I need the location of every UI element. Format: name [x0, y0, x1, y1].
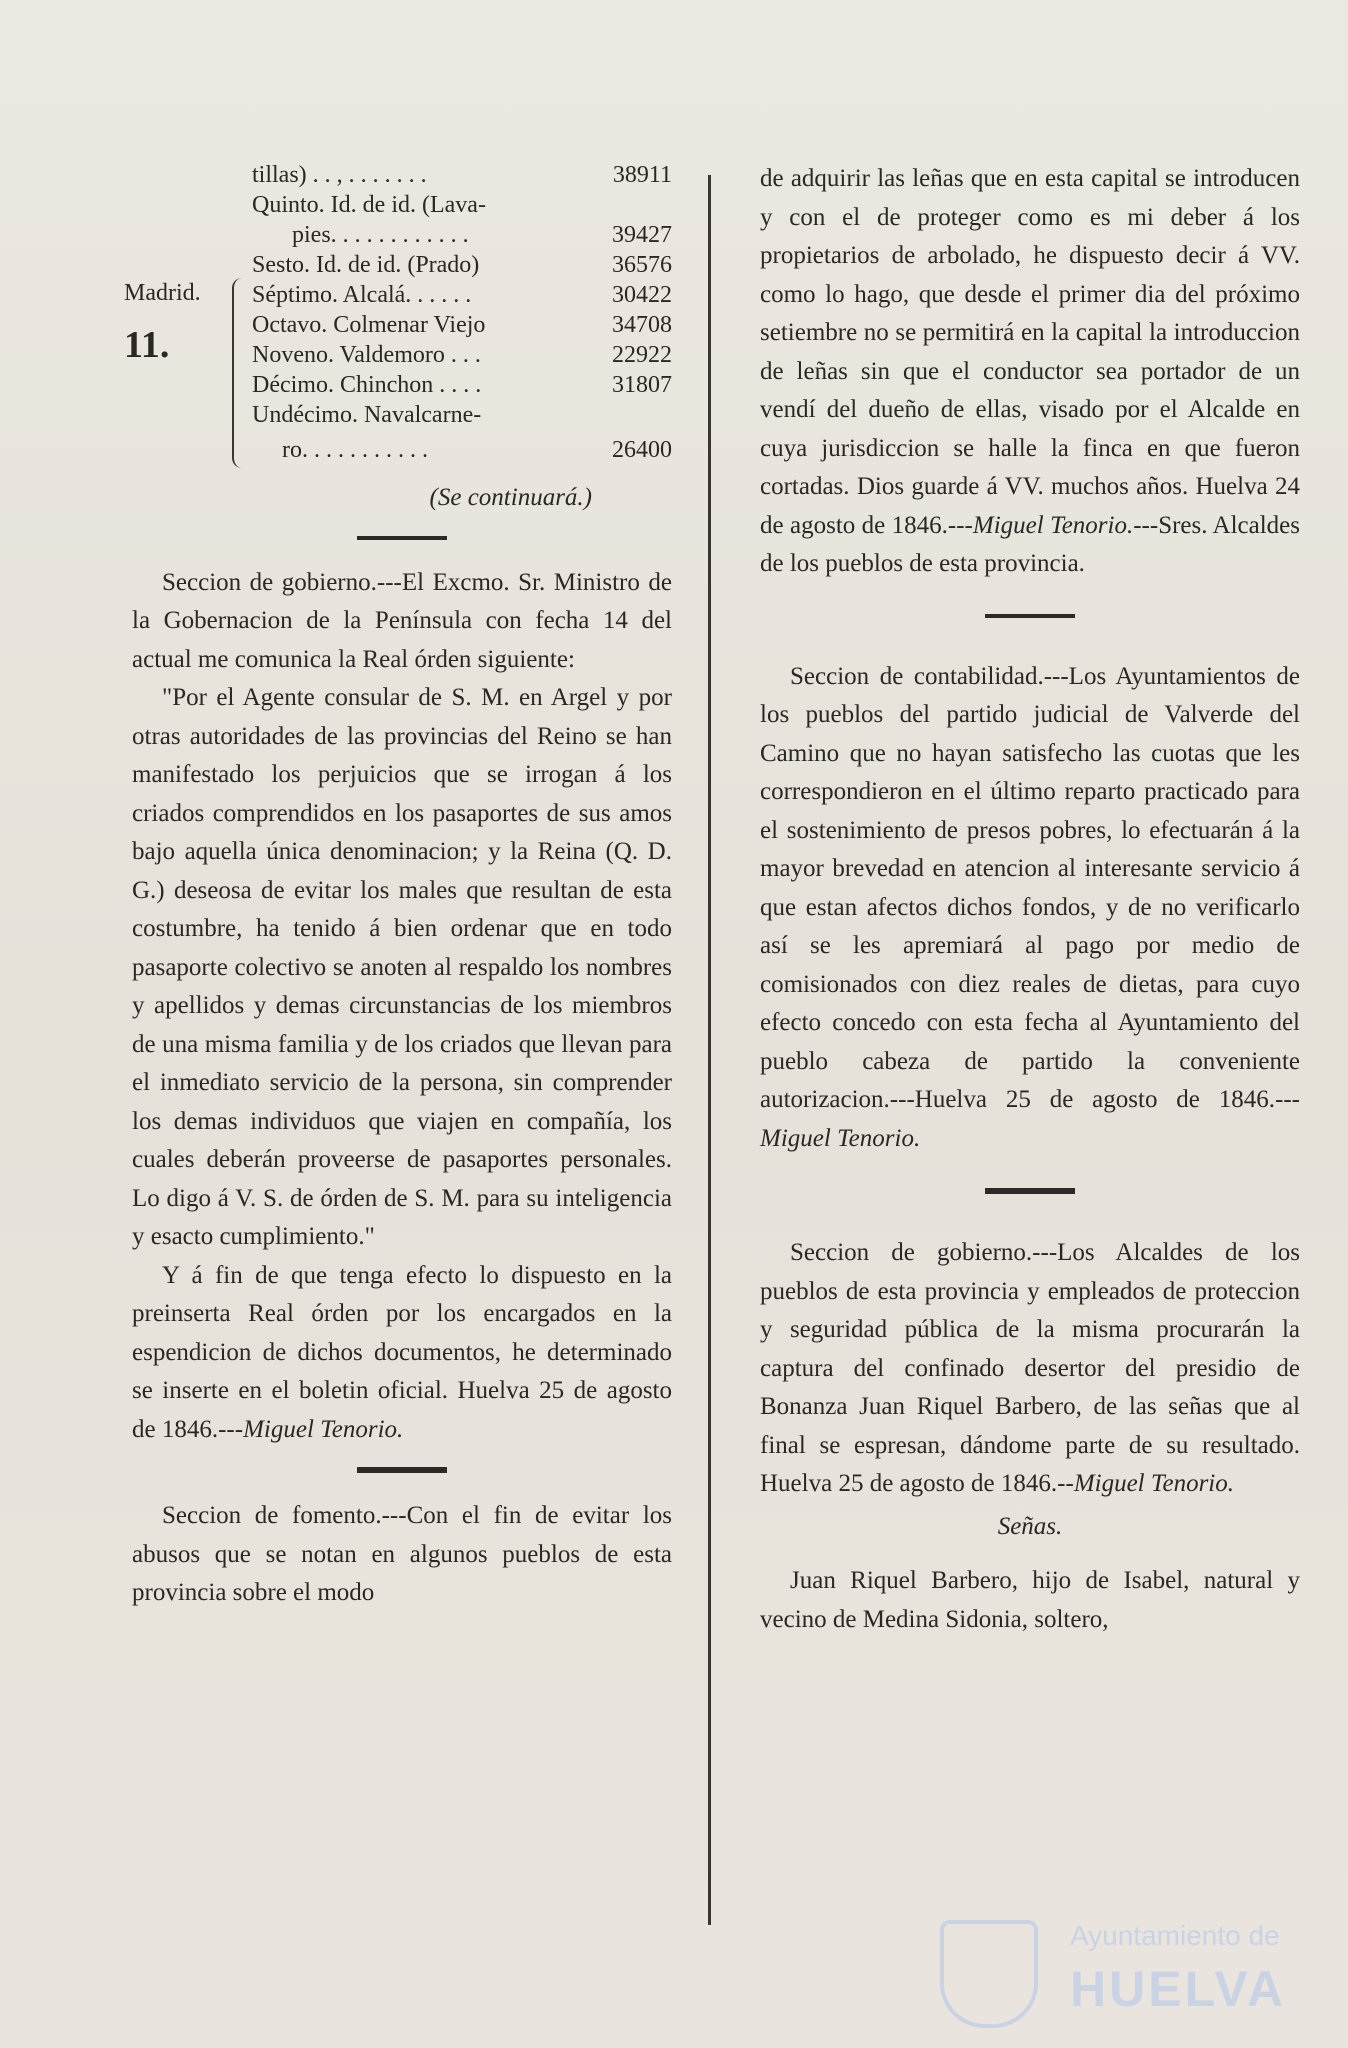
coat-of-arms-icon [940, 1920, 1038, 2028]
row-value: 30422 [612, 282, 672, 308]
row-label: Quinto. Id. de id. (Lava- [252, 192, 486, 218]
row-label: ro. . . . . . . . . . . [282, 437, 428, 463]
senas-heading: Señas. [997, 1512, 1063, 1540]
gobierno-close [132, 1257, 672, 1450]
row-value: 38911 [612, 162, 672, 188]
senas-text: Juan Riquel Barbero, hijo de Isabel, natural y vecino de Medina Sidonia, soltero, [760, 1567, 1300, 1633]
fomento-text: de adquirir las leñas que en esta capital se introducen y con el de proteger como es mi deber á los propietarios de arbolado, he dispuesto decir á VV. como lo hago, que desde el primer dia del próximo setiembre no se permitirá en la capital la introduccion de leñas sin que el conductor sea portador de un vendí del dueño de ellas, visado por el Alcalde en cuya jurisdiccion se halle la finca en que fueron cortadas. Dios guarde á VV. muchos años. Huelva 24 de agosto de 1846.--- [760, 165, 1300, 539]
table-row [252, 160, 672, 190]
watermark-big-text: HUELVA [1070, 1961, 1287, 2017]
row-label: Séptimo. Alcalá. . . . . . [252, 282, 472, 308]
table-row [252, 280, 672, 310]
row-label: Undécimo. Navalcarne- [252, 402, 482, 428]
signature: Miguel Tenorio. [972, 511, 1134, 539]
row-value: 31807 [612, 372, 672, 398]
watermark-small-text: Ayuntamiento de [1070, 1920, 1280, 1951]
row-label: Décimo. Chinchon . . . . [252, 372, 482, 398]
brace [232, 278, 248, 468]
row-label: Noveno. Valdemoro . . . [252, 342, 481, 368]
column-divider [708, 175, 711, 1925]
fomento-start: Seccion de fomento.---Con el fin de evitar los abusos que se notan en algunos pueblos de esta provincia sobre el modo [132, 1502, 672, 1606]
section-separator [985, 1188, 1075, 1194]
continued-note: (Se continuará.) [429, 484, 592, 511]
gobierno2-text: Seccion de gobierno.---Los Alcaldes de los pueblos de esta provincia y empleados de proteccion y seguridad pública de la misma procurarán la captura del confinado desertor del presidio de Bonanza Juan Riquel Barbero, de las señas que al final se espresan, dándome parte de su resultado. Huelva 25 de agosto de 1846.-- [760, 1239, 1300, 1497]
table-row [252, 435, 672, 465]
table-row [252, 310, 672, 340]
table-row [252, 190, 672, 220]
gobierno-quote: "Por el Agente consular de S. M. en Argel y por otras autoridades de las provincias del Reino se han manifestado los perjuicios que se irrogan á los criados comprendidos en los pasaportes de sus amos bajo aquella única denominacion; y la Reina (Q. D. G.) deseosa de evitar los males que resultan de esta costumbre, ha tenido á bien ordenar que en todo pasaporte colectivo se anoten al respaldo los nombres y apellidos y demas circunstancias de los miembros de una misma familia y de los criados que llevan para el inmediato servicio de la persona, sin comprender los demas individuos que viajen en compañía, los cuales deberán proveerse de pasaportes personales. Lo digo á V. S. de órden de S. M. para su inteligencia y esacto cumplimiento." [132, 684, 672, 1250]
row-value: 26400 [612, 437, 672, 463]
row-value: 36576 [612, 252, 672, 278]
right-column [760, 160, 1300, 1639]
table-row [252, 370, 672, 400]
table-row [252, 250, 672, 280]
signature: Miguel Tenorio. [1073, 1470, 1235, 1497]
signature: Miguel Tenorio. [760, 1124, 921, 1152]
row-label: Octavo. Colmenar Viejo [252, 312, 486, 338]
gobierno-intro: Seccion de gobierno.---El Excmo. Sr. Ministro de la Gobernacion de la Península con fecha 14 del actual me comunica la Real órden siguiente: [132, 568, 672, 673]
district-table [124, 160, 672, 475]
table-row [252, 340, 672, 370]
contabilidad-text: Seccion de contabilidad.---Los Ayuntamientos de los pueblos del partido judicial de Valverde del Camino que no hayan satisfecho las cuotas que les correspondieron en el último reparto practicado para el sostenimiento de presos pobres, lo efectuarán á la mayor brevedad en atencion al interesante servicio á que estan afectos dichos fondos, y de no verificarlo así se les apremiará al pago por medio de comisionados con diez reales de dietas, para cuyo efecto concedo con esta fecha al Ayuntamiento del pueblo cabeza de partido la conveniente autorizacion.---Huelva 25 de agosto de 1846.--- [760, 662, 1300, 1113]
row-label: tillas) . . , . . . . . . . [252, 162, 427, 188]
row-label: Sesto. Id. de id. (Prado) [252, 252, 480, 278]
gobierno2-section [760, 1234, 1300, 1504]
section-separator [985, 614, 1075, 618]
fomento-continued [760, 160, 1300, 584]
contabilidad-section [760, 658, 1300, 1159]
row-value: 34708 [612, 312, 672, 338]
section-separator [357, 536, 447, 540]
table-row [252, 220, 672, 250]
ayuntamiento-watermark [940, 1920, 1310, 2030]
table-row [252, 400, 672, 430]
left-column [124, 160, 672, 1613]
row-label: pies. . . . . . . . . . . . [292, 222, 469, 248]
fomento-addressee: ---Sres. Alcaldes de los pueblos de esta provincia. [760, 511, 1300, 577]
group-label: Madrid. [124, 280, 201, 306]
section-separator [357, 1467, 447, 1473]
row-value: 22922 [612, 342, 672, 368]
row-value: 39427 [612, 222, 672, 248]
group-number: 11. [124, 324, 170, 366]
gobierno-close-text: Y á fin de que tenga efecto lo dispuesto en la preinserta Real órden por los encargados en la espendicion de dichos documentos, he determinado se inserte en el boletin oficial. Huelva 25 de agosto de 1846.--- [132, 1261, 672, 1443]
signature: Miguel Tenorio. [243, 1415, 404, 1443]
